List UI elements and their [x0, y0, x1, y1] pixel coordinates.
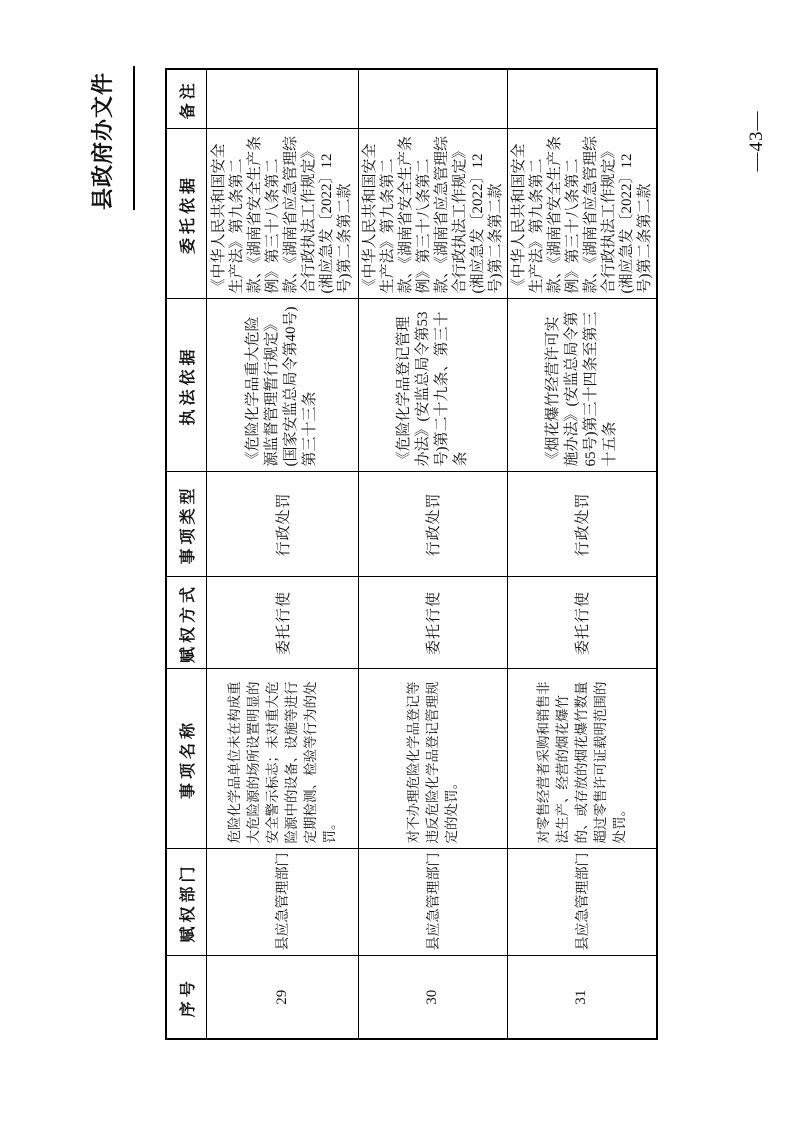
cell-enforcement-basis: 《危险化学品登记管理办法》(安监总局令第53号)第二十九条、第三十条	[358, 299, 507, 472]
col-header-delegation-basis: 委托依据	[166, 129, 206, 299]
cell-remark	[358, 69, 507, 129]
cell-seq: 31	[507, 956, 657, 1039]
cell-item-name: 对零售经营者采购和销售非法生产、经营的烟花爆竹的、或存放的烟花爆竹数量超过零售许可证载明范围的处罚。	[507, 669, 657, 849]
document-side-label: 县政府办文件	[86, 66, 135, 210]
cell-seq: 29	[206, 956, 358, 1039]
table-row	[206, 69, 358, 1039]
col-header-item-name: 事项名称	[166, 669, 206, 849]
page-number: —43—	[746, 110, 767, 172]
cell-department: 县应急管理部门	[358, 849, 507, 956]
col-header-enforcement-basis: 执法依据	[166, 299, 206, 472]
cell-item-name: 危险化学品单位未在构成重大危险源的场所设置明显的安全警示标志；未对重大危险源中的设备、设施等进行定期检测、检验等行为的处罚。	[206, 669, 358, 849]
cell-type: 行政处罚	[507, 472, 657, 577]
cell-type: 行政处罚	[358, 472, 507, 577]
table-header-row	[166, 69, 206, 1039]
cell-method: 委托行使	[507, 577, 657, 669]
cell-remark	[507, 69, 657, 129]
cell-type: 行政处罚	[206, 472, 358, 577]
cell-enforcement-basis: 《烟花爆竹经营许可实施办法》(安监总局令第65号)第三十四条至第三十五条	[507, 299, 657, 472]
cell-department: 县应急管理部门	[507, 849, 657, 956]
table-row	[358, 69, 507, 1039]
cell-method: 委托行使	[358, 577, 507, 669]
cell-enforcement-basis: 《危险化学品重大危险源监督管理暂行规定》(国家安监总局令第40号)第三十三条	[206, 299, 358, 472]
col-header-type: 事项类型	[166, 472, 206, 577]
cell-delegation-basis: 《中华人民共和国安全生产法》第九条第二款、《湖南省安全生产条例》第三十八条第二款、《湖南省应急管理综合行政执法工作规定》(湘应急发〔2022〕12号)第二条第二款	[206, 129, 358, 299]
cell-department: 县应急管理部门	[206, 849, 358, 956]
delegated-powers-table	[165, 68, 658, 1040]
table-row	[507, 69, 657, 1039]
col-header-remark: 备注	[166, 69, 206, 129]
cell-item-name: 对不办理危险化学品登记等违反危险化学品登记管理规定的处罚。	[358, 669, 507, 849]
cell-remark	[206, 69, 358, 129]
cell-delegation-basis: 《中华人民共和国安全生产法》第九条第二款、《湖南省安全生产条例》第三十八条第二款、《湖南省应急管理综合行政执法工作规定》(湘应急发〔2022〕12号)第二条第二款	[358, 129, 507, 299]
cell-seq: 30	[358, 956, 507, 1039]
cell-delegation-basis: 《中华人民共和国安全生产法》第九条第二款、《湖南省安全生产条例》第三十八条第二款、《湖南省应急管理综合行政执法工作规定》(湘应急发〔2022〕12号)第二条第二款	[507, 129, 657, 299]
col-header-seq: 序号	[166, 956, 206, 1039]
cell-method: 委托行使	[206, 577, 358, 669]
col-header-method: 赋权方式	[166, 577, 206, 669]
col-header-department: 赋权部门	[166, 849, 206, 956]
